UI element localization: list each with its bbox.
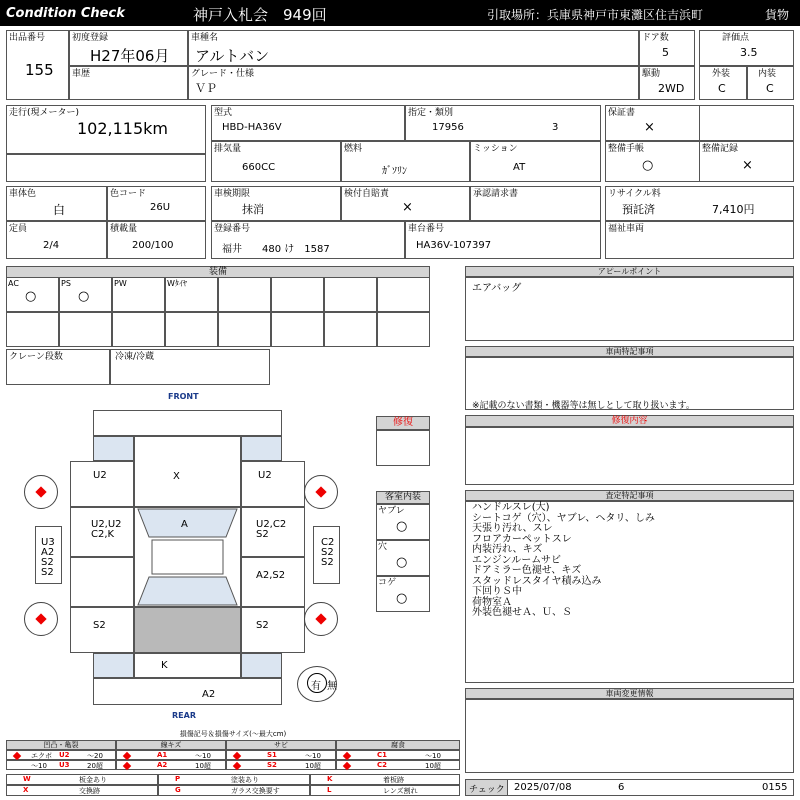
color-code-label: 色コード (110, 189, 147, 199)
chassis-label: 車台番号 (408, 224, 445, 234)
legend-code-key: W (23, 775, 31, 783)
inspect-header: 査定特記事項 (465, 490, 794, 501)
equipment-cell[interactable] (6, 312, 59, 347)
legend-code-value: 塗装あり (231, 776, 259, 784)
score-label: 評価点 (722, 33, 750, 43)
legend-code-key: K (327, 775, 333, 783)
legend-size: 10超 (195, 762, 211, 770)
warranty-divider (699, 105, 700, 141)
legend-code-value: レンズ割れ (383, 787, 418, 795)
fuel-box (341, 141, 470, 182)
interior-mark: ○ (396, 519, 408, 534)
model-box (211, 105, 405, 141)
mileage-value: 102,115km (77, 119, 169, 138)
warranty-value: × (644, 120, 655, 135)
equipment-cell[interactable] (59, 277, 112, 312)
legend-row (336, 760, 460, 770)
interior-mark: ○ (396, 591, 408, 606)
interior-label: ヤブレ (378, 506, 405, 516)
load-value: 200/100 (132, 240, 174, 251)
legend-row (226, 750, 336, 760)
legend-code-value: ガラス交換要す (231, 787, 280, 795)
car-name: アルトバン (195, 47, 270, 65)
repair-box (465, 427, 794, 485)
int-label: 内装 (758, 69, 777, 79)
doors-label: ドア数 (642, 33, 669, 43)
rear-bumper[interactable] (93, 678, 282, 705)
equipment-cell[interactable] (112, 277, 165, 312)
name-box (188, 30, 639, 66)
right-sill-code: C2 S2 S2 (321, 537, 335, 568)
windshield-code: A (181, 519, 188, 530)
inspect-line: 荷物室Ａ (472, 596, 512, 608)
history-label: 車歴 (72, 69, 91, 79)
legend-size: 20超 (87, 762, 103, 770)
legend-group-header: 凹凸・亀裂 (6, 740, 116, 750)
inspect-line: シートコゲ（穴）、ヤブレ、ヘタリ、しみ (472, 512, 655, 524)
legend-code: A2 (157, 761, 168, 769)
color-box (6, 186, 107, 221)
warranty-label: 保証書 (608, 108, 636, 118)
legend-code-key: P (175, 775, 181, 783)
damage-diamond-icon (123, 752, 131, 760)
legend-size: 10超 (305, 762, 321, 770)
welfare-box (605, 221, 794, 259)
insurance-box (341, 186, 470, 221)
inspect-line: 下回りＳ中 (472, 586, 522, 597)
legend-size: 〜10 (195, 752, 211, 760)
recycle-value: 7,410円 (712, 203, 755, 216)
fr-headlight-area[interactable] (241, 436, 282, 461)
legend-code-row (6, 785, 158, 796)
manual-label: 整備手帳 (608, 144, 645, 154)
legend-code-key: G (175, 786, 181, 794)
fridge-box (110, 349, 270, 385)
right-front-door[interactable] (241, 507, 305, 557)
hood[interactable] (134, 436, 241, 507)
regno-label: 登録番号 (214, 224, 251, 234)
repair-flag-box (376, 430, 430, 466)
legend-code-key: X (23, 786, 29, 794)
legend-group-header: サビ (226, 740, 336, 750)
legend-size: 〜10 (305, 752, 321, 760)
tire-front-left-icon[interactable] (24, 475, 58, 509)
displacement-box (211, 141, 341, 182)
pickup-location: 引取場所：兵庫県神戸市東灘区住吉浜町 (487, 8, 704, 22)
inspect-line: エンジンルームサビ (472, 554, 562, 566)
designation-box (405, 105, 601, 141)
mission-box (470, 141, 601, 182)
int-value: C (766, 82, 774, 95)
damage-diamond-icon (233, 762, 241, 770)
drive-label: 駆動 (642, 69, 661, 79)
repair-header: 修復内容 (465, 415, 794, 427)
recycle-status: 預託済 (622, 203, 655, 216)
special-note: ※記載のない書類・機器等は無しとして取り扱います。 (472, 401, 695, 411)
left-quarter[interactable] (70, 607, 134, 653)
legend-code: C2 (377, 761, 388, 769)
left-rear-door[interactable] (70, 557, 134, 607)
right-rear-code: A2,S2 (256, 570, 286, 581)
rear-label: REAR (172, 711, 196, 720)
manual-value: ○ (642, 158, 654, 173)
change-header: 車両変更情報 (465, 688, 794, 699)
legend-code-value: 交換跡 (79, 787, 100, 795)
recycle-label: リサイクル料 (608, 189, 661, 199)
legend-row (6, 750, 116, 760)
right-rear-door[interactable] (241, 557, 305, 607)
rear-panel[interactable] (134, 653, 241, 678)
equipment-cell[interactable] (112, 312, 165, 347)
legend-row (226, 760, 336, 770)
interior-cell (376, 504, 430, 540)
legend-size: 〜20 (87, 752, 103, 760)
first-reg-value: H27年06月 (90, 47, 170, 65)
equipment-cell[interactable] (271, 277, 324, 312)
displacement-value: 660CC (242, 162, 276, 173)
auction-title: 神戸入札会 949回 (193, 6, 327, 24)
capacity-box (6, 221, 107, 259)
check-row (465, 779, 794, 796)
inspect-line: スタッドレスタイヤ積み込み (472, 575, 602, 587)
doors-box (639, 30, 695, 66)
designation-label: 指定・類別 (408, 108, 454, 118)
score-value: 3.5 (740, 46, 758, 59)
grade-value: ＶＰ (195, 82, 217, 95)
legend-code-value: 板金あり (79, 776, 107, 784)
fr-fender-code: U2 (258, 470, 272, 481)
interior-cell (376, 576, 430, 612)
regno-value: 福井 480 け 1587 (222, 244, 330, 255)
hood-code: X (173, 471, 180, 482)
name-label: 車種名 (191, 33, 219, 43)
legend-row (116, 760, 226, 770)
check-label: チェック (469, 785, 505, 795)
equipment-cell[interactable] (165, 277, 218, 312)
color-value: 白 (53, 203, 66, 217)
right-quarter[interactable] (241, 607, 305, 653)
legend-code-key: L (327, 786, 332, 794)
tire-front-right-icon[interactable] (304, 475, 338, 509)
score-box (699, 30, 794, 66)
record-label: 整備記録 (702, 144, 739, 154)
model-label: 型式 (214, 108, 233, 118)
equipment-item-label: AC (8, 279, 19, 288)
legend-code-row (310, 785, 460, 796)
color-code-box (107, 186, 206, 221)
grade-box (188, 66, 639, 100)
spare-yes: 有 (311, 681, 321, 692)
legend-code: U3 (59, 761, 70, 769)
inspect-line: ハンドルスレ(大) (472, 502, 550, 513)
legend-size: 10超 (425, 762, 441, 770)
equipment-cell[interactable] (165, 312, 218, 347)
welfare-label: 福祉車両 (608, 224, 645, 234)
legend-code-row (310, 774, 460, 785)
left-front-door[interactable] (70, 507, 134, 557)
recycle-box (605, 186, 794, 221)
equipment-cell[interactable] (324, 277, 377, 312)
crane-box (6, 349, 110, 385)
interior-mark: ○ (396, 555, 408, 570)
fuel-label: 燃料 (344, 144, 363, 154)
right-sill[interactable] (313, 526, 340, 584)
front-bumper[interactable] (93, 410, 282, 436)
legend-row (116, 750, 226, 760)
drive-box (639, 66, 695, 100)
first-reg-box (69, 30, 188, 66)
appeal-box (465, 277, 794, 341)
special-header: 車両特記事項 (465, 346, 794, 357)
lot-label: 出品番号 (9, 33, 46, 43)
fl-headlight-area[interactable] (93, 436, 134, 461)
right-doors-code: U2,C2 S2 (256, 519, 287, 540)
legend-code-value: 着板跡 (383, 776, 404, 784)
capacity-value: 2/4 (43, 240, 60, 251)
history-box (69, 66, 188, 100)
mileage-extra-box (6, 154, 206, 182)
inspect-lines (472, 503, 655, 619)
regno-box (211, 221, 405, 259)
fl-fender-code: U2 (93, 470, 107, 481)
tire-rear-right-icon[interactable] (304, 602, 338, 636)
lot-number: 155 (25, 61, 54, 79)
rr-taillight-area[interactable] (241, 653, 282, 678)
inspection-value: 抹消 (242, 203, 264, 216)
header-bar (0, 0, 800, 26)
fr-fender[interactable] (241, 461, 305, 507)
first-reg-label: 初度登録 (72, 33, 109, 43)
crane-label: クレーン段数 (9, 352, 63, 362)
inspect-line: 天張り汚れ、スレ (472, 523, 553, 534)
equipment-item-label: PW (114, 279, 127, 288)
mission-label: ミッション (473, 144, 518, 154)
lot-box (6, 30, 69, 100)
check-date: 2025/07/08 (514, 782, 572, 793)
class-value: 3 (552, 122, 559, 133)
mission-value: AT (513, 162, 526, 173)
legend-group-header: 腐食 (336, 740, 460, 750)
color-label: 車体色 (9, 189, 37, 199)
legend-group-header: 線キズ (116, 740, 226, 750)
equipment-item-mark: ○ (78, 289, 90, 304)
damage-diamond-icon (123, 762, 131, 770)
equipment-item-mark: ○ (25, 289, 37, 304)
legend-term: エクボ (31, 752, 52, 760)
legend-code-row (6, 774, 158, 785)
inspect-line: フロアカーペットスレ (472, 533, 572, 545)
inspection-label: 車検期限 (214, 189, 251, 199)
ext-value: C (718, 82, 726, 95)
displacement-label: 排気量 (214, 144, 242, 154)
legend-title: 損傷記号＆損傷サイズ(〜最大cm) (179, 730, 287, 738)
cargo-area[interactable] (134, 607, 241, 653)
ext-label: 外装 (712, 69, 731, 79)
interior-cell (376, 540, 430, 576)
tire-rear-left-icon[interactable] (24, 602, 58, 636)
equipment-cell[interactable] (218, 277, 271, 312)
inspection-box (211, 186, 341, 221)
record-box (699, 141, 794, 182)
mileage-label: 走行(現メーター) (9, 108, 80, 118)
manual-box (605, 141, 700, 182)
grade-label: グレード・仕様 (191, 69, 255, 79)
int-box (747, 66, 794, 100)
rear-panel-code: K (161, 660, 168, 671)
special-box (465, 357, 794, 410)
equipment-item-label: Wﾀｲﾔ (167, 279, 187, 288)
appeal-header: アピールポイント (465, 266, 794, 277)
insurance-label: 検付自賠責 (344, 189, 390, 199)
equipment-cell[interactable] (59, 312, 112, 347)
legend-term: 〜10 (31, 762, 47, 770)
left-doors-code: U2,U2 C2,K (91, 519, 122, 540)
check-num: 6 (618, 782, 625, 793)
appeal-text: エアバッグ (472, 283, 522, 294)
designation-value: 17956 (432, 122, 464, 133)
load-box (107, 221, 206, 259)
capacity-label: 定員 (9, 224, 28, 234)
legend-row (336, 750, 460, 760)
approval-box (470, 186, 601, 221)
vehicle-category: 貨物 (765, 8, 790, 22)
left-sill-code: U3 A2 S2 S2 (41, 537, 55, 578)
check-code: 0155 (762, 782, 788, 793)
equipment-cell[interactable] (377, 312, 430, 347)
equipment-cell[interactable] (271, 312, 324, 347)
inspect-line: ドアミラー色褪せ、キズ (472, 565, 582, 576)
legend-row (6, 760, 116, 770)
rl-taillight-area[interactable] (93, 653, 134, 678)
legend-code-row (158, 785, 310, 796)
equipment-cell[interactable] (218, 312, 271, 347)
right-quarter-code: S2 (256, 620, 269, 631)
legend-code: A1 (157, 751, 168, 759)
interior-header: 客室内装 (376, 491, 430, 504)
legend-size: 〜10 (425, 752, 441, 760)
chassis-box (405, 221, 601, 259)
front-label: FRONT (168, 392, 199, 401)
change-box (465, 699, 794, 773)
damage-diamond-icon (233, 752, 241, 760)
approval-label: 承認請求書 (473, 189, 519, 199)
legend-code-row (158, 774, 310, 785)
fuel-value: ｶﾞｿﾘﾝ (382, 166, 407, 177)
left-sill[interactable] (35, 526, 62, 584)
inspect-box (465, 501, 794, 683)
inspect-line: 外装色褪せＡ、Ｕ、Ｓ (472, 607, 572, 618)
equipment-item-label: PS (61, 279, 71, 288)
rear-bumper-code: A2 (202, 689, 216, 700)
equipment-header: 装備 (6, 266, 430, 278)
legend-code: C1 (377, 751, 388, 759)
repair-flag-header: 修復 (376, 416, 430, 430)
legend-code: U2 (59, 751, 70, 759)
legend-code: S1 (267, 751, 277, 759)
doors-value: 5 (662, 46, 669, 59)
damage-diamond-icon (13, 752, 21, 760)
legend-code: S2 (267, 761, 277, 769)
interior-label: コゲ (378, 578, 397, 588)
equipment-cell[interactable] (377, 277, 430, 312)
insurance-value: × (402, 200, 413, 215)
condition-check-title: Condition Check (6, 6, 125, 21)
left-quarter-code: S2 (93, 620, 106, 631)
drive-value: 2WD (658, 82, 685, 95)
equipment-cell[interactable] (6, 277, 59, 312)
load-label: 積載量 (110, 224, 138, 234)
damage-diamond-icon (343, 752, 351, 760)
mileage-box (6, 105, 206, 154)
record-value: × (742, 158, 753, 173)
model-value: HBD-HA36V (222, 122, 282, 133)
fridge-label: 冷凍/冷蔵 (115, 352, 155, 362)
chassis-value: HA36V-107397 (416, 240, 492, 251)
ext-box (699, 66, 747, 100)
inspect-line: 内装汚れ、キズ (472, 544, 543, 555)
spare-no: 無 (327, 681, 337, 692)
damage-diamond-icon (343, 762, 351, 770)
equipment-cell[interactable] (324, 312, 377, 347)
color-code-value: 26U (150, 202, 171, 213)
interior-label: 穴 (378, 542, 388, 552)
fl-fender[interactable] (70, 461, 134, 507)
